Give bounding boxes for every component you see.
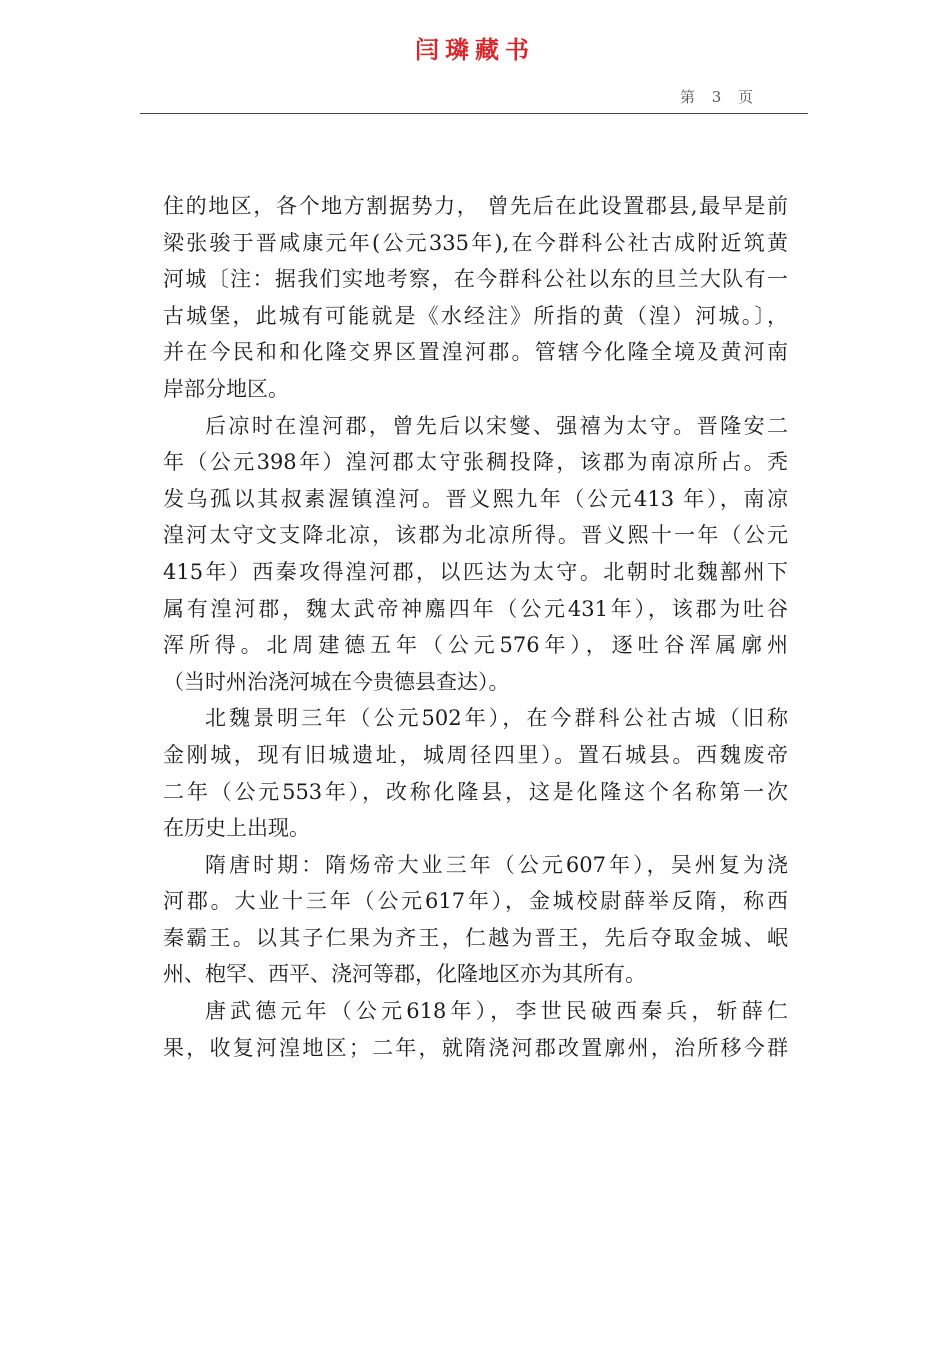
text-line: 浑所得。北周建德五年（公元576年），逐吐谷浑属廓州 [163,633,788,658]
text-line: 属有湟河郡，魏太武帝神䴥四年（公元431年），该郡为吐谷 [163,596,788,621]
text-line: 隋唐时期：隋炀帝大业三年（公元607年），吴州复为浇 [205,852,788,877]
text-line: 唐武德元年（公元618年），李世民破西秦兵，斩薛仁 [205,999,788,1024]
text-line: 州、枹罕、西平、浇河等郡，化隆地区亦为其所有。 [163,962,646,987]
paragraph [163,700,788,846]
page-body [163,188,788,1066]
text-line: 发乌孤以其叔素渥镇湟河。晋义熙九年（公元413 年），南凉 [163,486,788,511]
text-line: 秦霸王。以其子仁果为齐王，仁越为晋王，先后夺取金城、岷 [163,925,788,950]
paragraph [163,188,788,408]
text-line: 后凉时在湟河郡，曾先后以宋燮、强禧为太守。晋隆安二 [205,413,788,438]
text-line: 并在今民和和化隆交界区置湟河郡。管辖今化隆全境及黄河南 [163,340,788,365]
text-line: 北魏景明三年（公元502年），在今群科公社古城（旧称 [205,706,788,731]
text-line: 古城堡，此城有可能就是《水经注》所指的黄（湟）河城。〕， [163,303,788,328]
text-line: 二年（公元553年），改称化隆县，这是化隆这个名称第一次 [163,779,788,804]
page-number: 第 3 页 [680,88,755,106]
paragraph [163,847,788,993]
text-line: 金刚城，现有旧城遗址，城周径四里）。置石城县。西魏废帝 [163,742,788,767]
text-line: 湟河太守文支降北凉，该郡为北凉所得。晋义熙十一年（公元 [163,523,788,548]
text-line: 果，收复河湟地区；二年，就隋浇河郡改置廓州，治所移今群 [163,1035,788,1060]
paragraph [163,993,788,1066]
text-line: 住的地区，各个地方割据势力， 曾先后在此设置郡县,最早是前 [163,194,788,218]
text-line: 在历史上出现。 [163,816,310,841]
text-line: 河城〔注：据我们实地考察，在今群科公社以东的旦兰大队有一 [163,267,788,292]
collector-stamp: 闫璘藏书 [415,35,535,64]
text-line: 415年）西秦攻得湟河郡，以匹达为太守。北朝时北魏鄯州下 [163,559,788,584]
paragraph [163,408,788,701]
text-line: （当时州治浇河城在今贵德县查达）。 [163,669,510,694]
text-line: 岸部分地区。 [163,376,289,401]
text-line: 梁张骏于晋咸康元年(公元335年),在今群科公社古成附近筑黄 [163,230,788,255]
header-rule [140,113,808,114]
text-line: 河郡。大业十三年（公元617年），金城校尉薛举反隋，称西 [163,889,788,914]
text-line: 年（公元398年）湟河郡太守张稠投降，该郡为南凉所占。秃 [163,450,788,475]
